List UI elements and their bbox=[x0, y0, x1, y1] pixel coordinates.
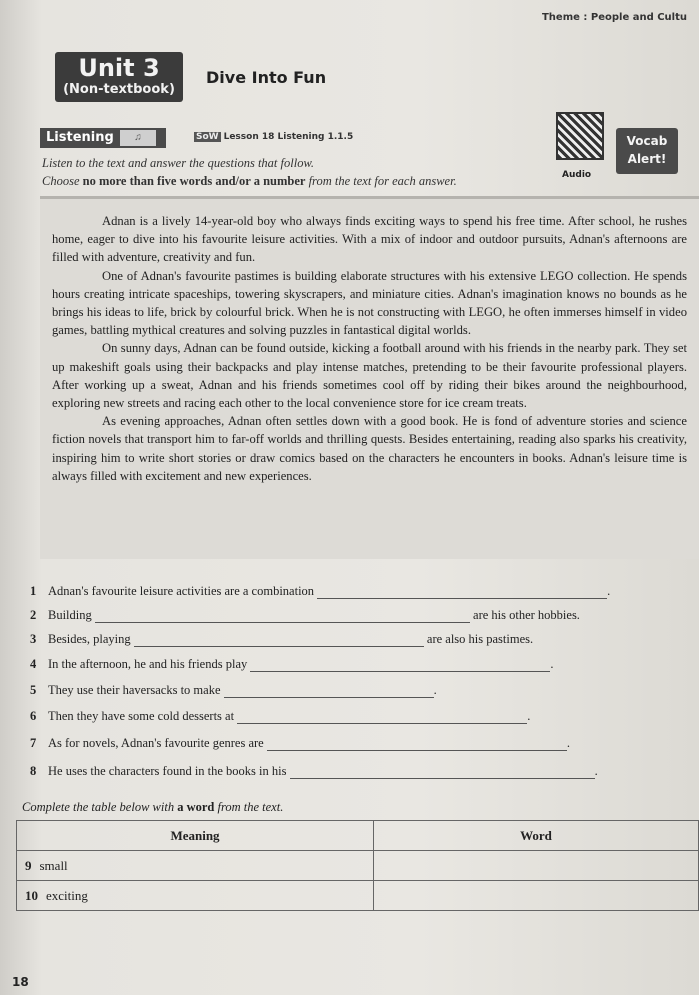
answer-blank-7[interactable] bbox=[267, 738, 567, 751]
question-6 bbox=[30, 709, 690, 724]
question-text: As for novels, Adnan's favourite genres are bbox=[48, 736, 264, 750]
table-row bbox=[17, 881, 699, 911]
passage-paragraph-1: Adnan is a lively 14-year-old boy who always finds exciting ways to spend his free time. After school, he rushes home, eager to dive into his favourite leisure activities. With a mix of indoor and outdoor pursuits, Adnan's afternoons are filled with adventure, creativity and fun. bbox=[52, 214, 687, 265]
unit-title: Unit 3 bbox=[78, 54, 160, 82]
question-1 bbox=[30, 584, 690, 599]
instruction-post: from the text for each answer. bbox=[305, 174, 457, 188]
sow-badge: SoW bbox=[196, 132, 219, 142]
vocab-line1: Vocab bbox=[626, 134, 668, 148]
question-text: Adnan's favourite leisure activities are a combination bbox=[48, 584, 315, 598]
meaning-text: small bbox=[39, 857, 68, 873]
page-number: 18 bbox=[12, 975, 29, 989]
question-number: 6 bbox=[30, 709, 37, 723]
question-end: . bbox=[566, 736, 570, 750]
answer-blank-8[interactable] bbox=[290, 766, 595, 779]
passage-paragraph-2: One of Adnan's favourite pastimes is building elaborate structures with his extensive LEGO collection. He spends hours creating intricate spaceships, towering skyscrapers, and miniature cities. Adnan's imagination knows no bounds as he brings his ideas to life, brick by colourful brick. When he is not constructing with LEGO, he often immerses himself in video games, battling mythical creatures and solving puzzles in fantastical digital worlds. bbox=[52, 268, 687, 338]
question-text: They use their haversacks to make bbox=[48, 683, 221, 697]
table-instruction-bold: a word bbox=[177, 800, 215, 814]
row-number: 10 bbox=[25, 887, 38, 903]
vocab-line2: Alert! bbox=[627, 152, 667, 166]
header-meaning: Meaning bbox=[17, 821, 374, 851]
headphones-icon: ♫ bbox=[118, 128, 158, 148]
question-4 bbox=[30, 657, 690, 672]
question-text: He uses the characters found in the books in his bbox=[48, 764, 287, 778]
question-number: 1 bbox=[30, 584, 37, 598]
question-end: . bbox=[550, 657, 554, 671]
question-end: . bbox=[607, 584, 611, 598]
answer-blank-1[interactable] bbox=[317, 586, 607, 599]
instruction-line-2 bbox=[42, 174, 457, 189]
unit-heading: Dive Into Fun bbox=[206, 68, 327, 87]
qr-code-icon[interactable] bbox=[556, 112, 604, 160]
question-text: In the afternoon, he and his friends play bbox=[48, 657, 248, 671]
question-end: are also his pastimes. bbox=[426, 632, 534, 646]
lesson-reference bbox=[194, 132, 353, 142]
table-header-row bbox=[17, 821, 699, 851]
question-7 bbox=[30, 736, 690, 751]
lesson-text: Lesson 18 Listening 1.1.5 bbox=[223, 132, 354, 142]
table-instruction-pre: Complete the table below with bbox=[22, 800, 178, 814]
instruction-line-1: Listen to the text and answer the questions that follow. bbox=[42, 156, 314, 170]
audio-label: Audio bbox=[562, 170, 592, 180]
row-number: 9 bbox=[25, 857, 32, 873]
passage-paragraph-4: As evening approaches, Adnan often settles down with a good book. He is fond of adventure stories and science fiction novels that transport him to far-off worlds and thrilling quests. Besides entertaining, reading also sparks his creativity, inspiring him to write short stories or draw comics based on the characters he encounters in books. Adnan's leisure time is always filled with excitement and new experiences. bbox=[52, 414, 687, 483]
meaning-text: exciting bbox=[46, 887, 88, 903]
question-number: 7 bbox=[30, 736, 37, 750]
question-8 bbox=[30, 764, 690, 779]
question-end: . bbox=[527, 709, 531, 723]
question-text: Building bbox=[48, 608, 92, 622]
section-label: Listening bbox=[40, 128, 166, 148]
table-row bbox=[17, 851, 699, 881]
question-number: 8 bbox=[30, 764, 37, 778]
question-3 bbox=[30, 632, 690, 647]
header-word: Word bbox=[374, 821, 699, 851]
meaning-cell bbox=[17, 881, 374, 911]
question-end: . bbox=[594, 764, 598, 778]
question-number: 4 bbox=[30, 657, 37, 671]
question-number: 2 bbox=[30, 608, 37, 622]
question-5 bbox=[30, 683, 690, 698]
word-answer-cell[interactable] bbox=[374, 881, 699, 911]
answer-blank-4[interactable] bbox=[250, 659, 550, 672]
table-instruction-post: from the text. bbox=[214, 800, 284, 814]
answer-blank-2[interactable] bbox=[95, 610, 470, 623]
passage-paragraph-3: On sunny days, Adnan can be found outside, kicking a football around with his friends in the nearby park. They set up makeshift goals using their backpacks and play intense matches, pretending to be their favourite professional players. After working up a sweat, Adnan and his friends sometimes cool off by riding their bikes around the neighbourhood, exploring new streets and racing each other to the local convenience store for ice cream treats. bbox=[52, 341, 687, 411]
answer-blank-6[interactable] bbox=[237, 711, 527, 724]
question-number: 3 bbox=[30, 632, 37, 646]
question-text: Then they have some cold desserts at bbox=[48, 709, 235, 723]
answer-blank-3[interactable] bbox=[134, 634, 424, 647]
question-end: . bbox=[433, 683, 437, 697]
question-text: Besides, playing bbox=[48, 632, 131, 646]
vocab-table bbox=[16, 820, 699, 911]
theme-label: Theme : People and Cultu bbox=[541, 12, 687, 23]
question-2 bbox=[30, 608, 690, 623]
question-end: are his other hobbies. bbox=[473, 608, 580, 622]
word-answer-cell[interactable] bbox=[374, 851, 699, 881]
question-number: 5 bbox=[30, 683, 37, 697]
table-instruction bbox=[22, 800, 283, 815]
answer-blank-5[interactable] bbox=[224, 685, 434, 698]
passage-text bbox=[52, 212, 687, 485]
unit-subtitle: (Non-textbook) bbox=[63, 82, 175, 97]
unit-badge bbox=[55, 52, 183, 102]
instruction-bold: no more than five words and/or a number bbox=[82, 174, 306, 188]
meaning-cell bbox=[17, 851, 374, 881]
instruction-pre: Choose bbox=[42, 174, 83, 188]
vocab-alert-badge bbox=[616, 128, 678, 174]
